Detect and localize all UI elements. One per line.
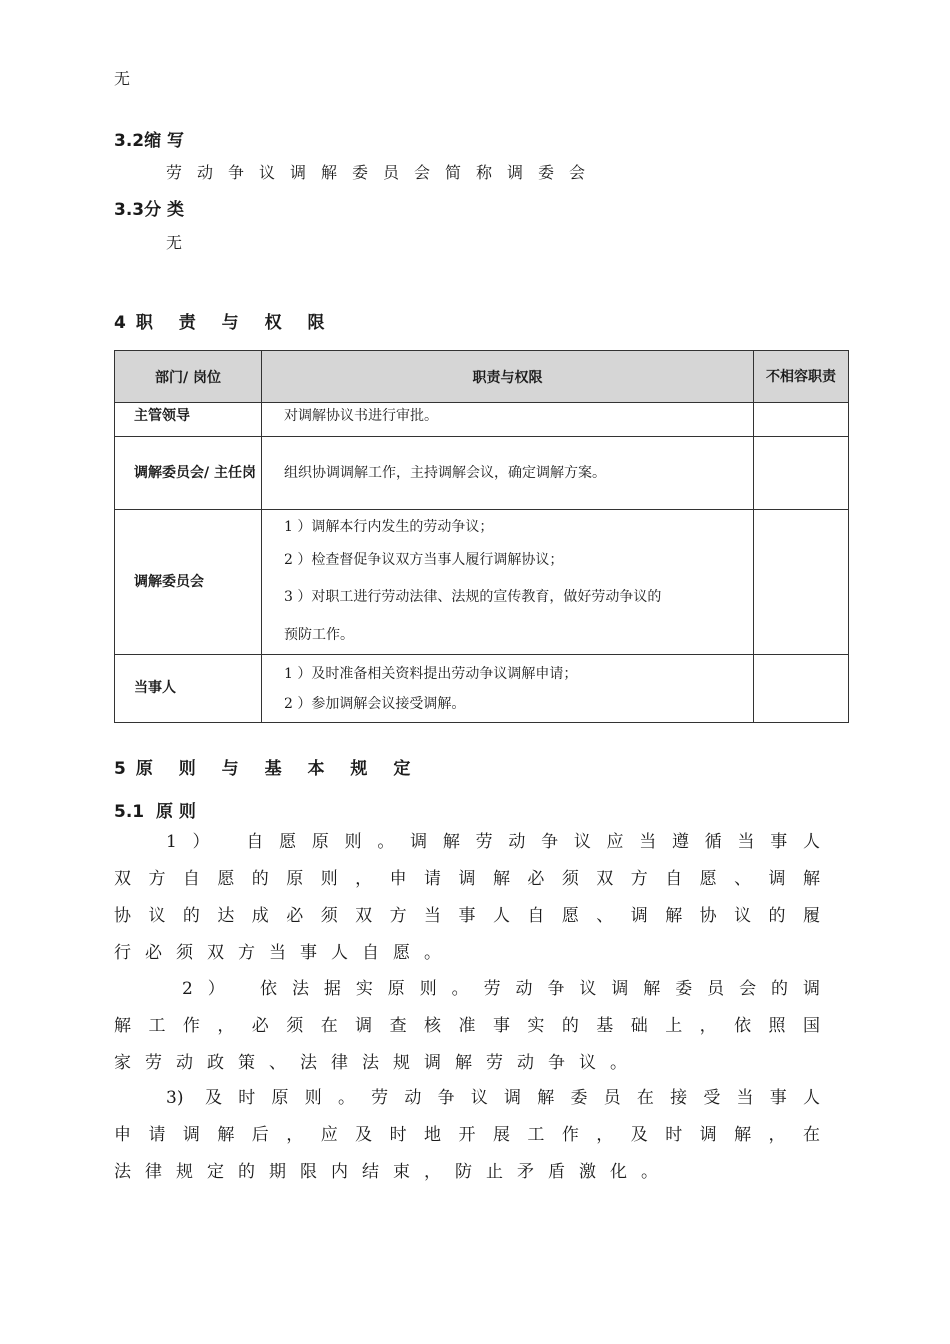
resp-line: 1 ）调解本行内发生的劳动争议； — [284, 519, 494, 535]
incompat-cell — [754, 510, 849, 655]
dept-cell: 主管领导 — [115, 403, 262, 437]
paragraph-line: 行必须双方当事人自愿。 — [114, 943, 455, 963]
header-incompat: 不相容职责 — [754, 351, 849, 403]
section-3-1-text: 无 — [114, 69, 131, 88]
section-3-3-text: 无 — [166, 233, 183, 252]
section-4-heading: 4职 责 与 权 限 — [114, 313, 335, 333]
paragraph-line: 协议的达成必须双方当事人自愿、调解协议的履 — [114, 906, 820, 926]
header-dept: 部门/ 岗位 — [115, 351, 262, 403]
resp-cell — [262, 655, 754, 723]
section-3-2-heading: 3.2缩 写 — [114, 131, 185, 151]
resp-line: 组织协调调解工作，主持调解会议，确定调解方案。 — [284, 464, 606, 481]
dept-cell: 调解委员会 — [115, 510, 262, 655]
responsibility-table — [114, 350, 849, 723]
table-row — [115, 403, 849, 437]
table-row — [115, 510, 849, 655]
table-row — [115, 437, 849, 510]
paragraph-line: 申请调解后，应及时地开展工作，及时调解，在 — [114, 1125, 820, 1145]
section-5-heading: 5原 则 与 基 本 规 定 — [114, 759, 421, 779]
paragraph-line: 解工作，必须在调查核准事实的基础上，依照国 — [114, 1016, 820, 1036]
incompat-cell — [754, 437, 849, 510]
principle-timely — [114, 1080, 820, 1191]
section-3-3-heading: 3.3分 类 — [114, 200, 185, 220]
paragraph-line: 法律规定的期限内结束，防止矛盾激化。 — [114, 1162, 672, 1182]
section-3-2-text: 劳动争议调解委员会简称调委会 — [166, 163, 601, 182]
resp-cell — [262, 510, 754, 655]
header-resp: 职责与权限 — [262, 351, 754, 403]
paragraph-line: 家劳动政策、法律法规调解劳动争议。 — [114, 1053, 641, 1073]
resp-line: 1 ）及时准备相关资料提出劳动争议调解申请； — [284, 665, 578, 682]
incompat-cell — [754, 655, 849, 723]
resp-cell — [262, 437, 754, 510]
paragraph-line: 2） 依法据实原则。劳动争议调解委员会的调 — [182, 979, 820, 999]
resp-line: 3 ）对职工进行劳动法律、法规的宣传教育，做好劳动争议的 — [284, 589, 662, 605]
table-header-row — [115, 351, 849, 403]
resp-line: 2 ）检查督促争议双方当事人履行调解协议； — [284, 552, 564, 568]
dept-cell: 调解委员会/ 主任岗 — [115, 437, 262, 510]
dept-cell: 当事人 — [115, 655, 262, 723]
paragraph-line: 3) 及时原则。劳动争议调解委员在接受当事人 — [166, 1088, 820, 1108]
paragraph-line: 双方自愿的原则，申请调解必须双方自愿、调解 — [114, 869, 820, 889]
resp-cell — [262, 403, 754, 437]
principle-lawful — [114, 971, 820, 1082]
paragraph-line: 1） 自愿原则。调解劳动争议应当遵循当事人 — [166, 832, 820, 852]
table-row — [115, 655, 849, 723]
incompat-cell — [754, 403, 849, 437]
principle-voluntary — [114, 824, 820, 972]
section-5-1-heading: 5.1 原 则 — [114, 802, 196, 822]
resp-line: 预防工作。 — [284, 627, 354, 643]
resp-line: 2 ）参加调解会议接受调解。 — [284, 695, 466, 712]
resp-line: 对调解协议书进行审批。 — [284, 408, 438, 424]
